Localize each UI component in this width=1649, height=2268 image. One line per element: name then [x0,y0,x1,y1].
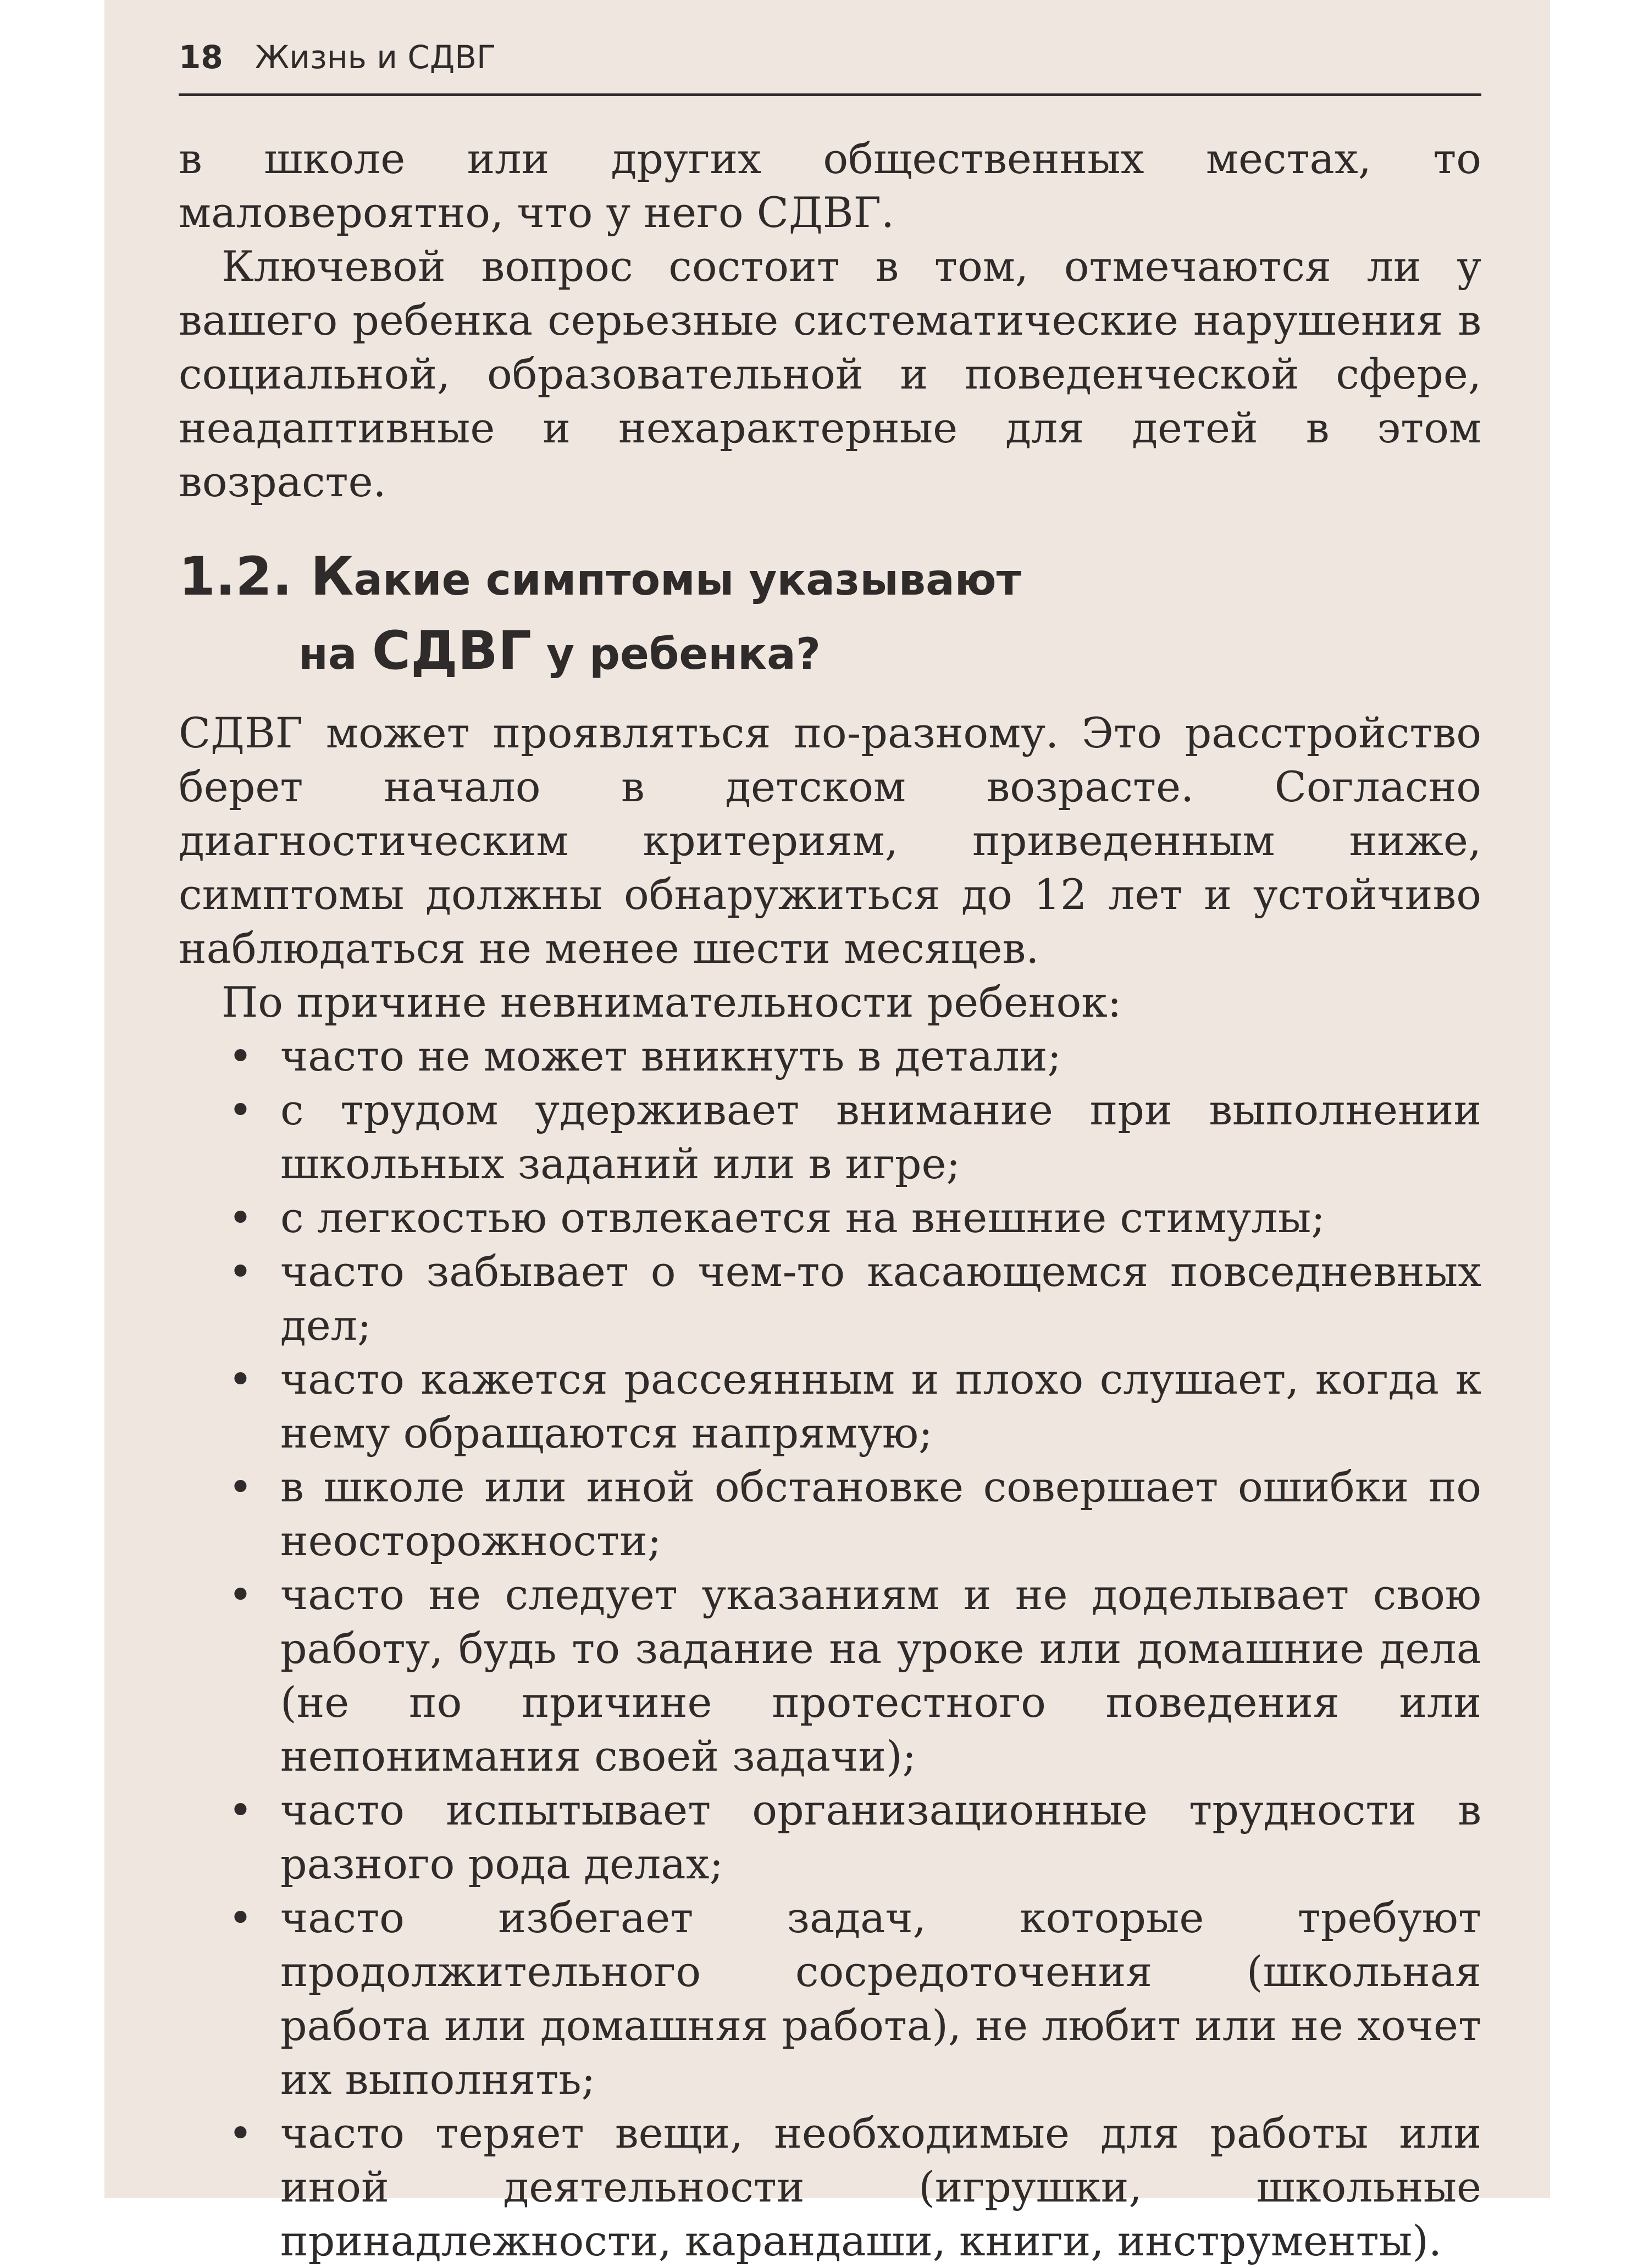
section-number: 1.2. [179,546,292,607]
list-item: • часто теряет вещи, необходимые для работы или иной деятельности (игрушки, школьные принадлежности, карандаши, книги, инструменты). [179,2106,1481,2268]
section-heading [179,541,1481,690]
heading-line2-prefix: на [298,630,372,679]
body-paragraph-1: СДВГ может проявляться по-разному. Это расстройство берет начало в детском возрасте. Согласно диагностическим критериям, приведенным ниже, симптомы должны обнаружиться до 12 лет и устойчиво наблюдаться не менее шести месяцев. [179,708,1481,973]
body-text [179,706,1481,2268]
list-item: • часто не следует указаниям и не доделывает свою работу, будь то задание на уроке или домашние дела (не по причине протестного поведения или непонимания своей задачи); [179,1568,1481,1783]
page-number: 18 [179,38,223,76]
body-paragraph-2: По причине невнимательности ребенок: [222,978,1122,1027]
book-page [104,0,1550,2265]
list-item: • с легкостью отвлекается на внешние стимулы; [179,1191,1481,1245]
list-item: • часто забывает о чем-то касающемся повседневных дел; [179,1245,1481,1352]
intro-text [179,132,1481,509]
heading-line1-rest: акие симптомы указывают [353,556,1021,605]
page-header [179,38,1481,96]
list-item: • часто испытывает организационные трудности в разного рода делах; [179,1783,1481,1891]
list-item: • часто кажется рассеянным и плохо слушает, когда к нему обращаются напрямую; [179,1352,1481,1460]
list-item: • часто избегает задач, которые требуют продолжительного сосредоточения (школьная работа или домашняя работа), не любит или не хочет их выполнять; [179,1891,1481,2106]
heading-line2-suffix: у ребенка? [531,630,821,679]
list-item: • в школе или иной обстановке совершает ошибки по неосторожности; [179,1460,1481,1568]
list-item: • с трудом удерживает внимание при выполнении школьных заданий или в игре; [179,1083,1481,1191]
intro-paragraph-2: Ключевой вопрос состоит в том, отмечаются ли у вашего ребенка серьезные систематические нарушения в социальной, образовательной и поведенческой сфере, неадаптивные и нехарактерные для детей в этом возрасте. [179,242,1481,506]
running-title: Жизнь и СДВГ [254,38,496,76]
intro-paragraph-1: в школе или других общественных местах, то маловероятно, что у него СДВГ. [179,134,1481,237]
heading-line-2 [179,615,1481,690]
list-item: • часто не может вникнуть в детали; [179,1029,1481,1083]
symptom-list [179,1029,1481,2268]
heading-abbrev: СДВГ [372,620,532,681]
heading-initial: К [310,546,354,607]
